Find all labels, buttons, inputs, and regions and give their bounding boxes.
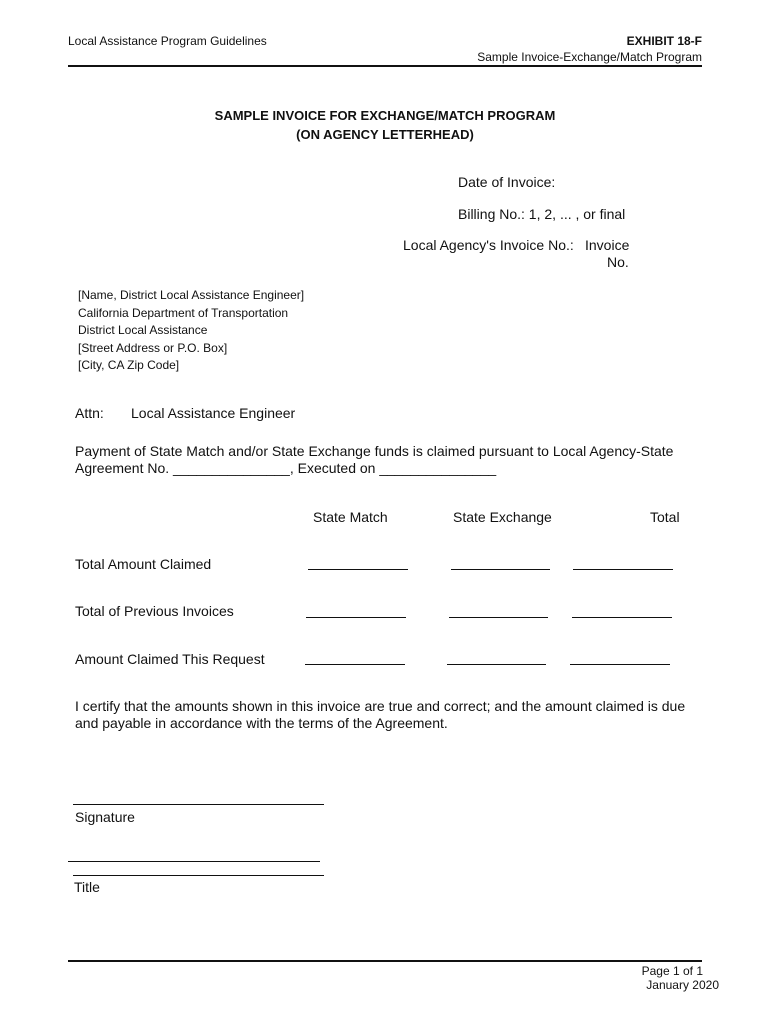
- footer-rule: [68, 960, 702, 962]
- address-line: California Department of Transportation: [78, 306, 289, 320]
- blank-state-exchange: [451, 569, 550, 570]
- column-state-match: State Match: [313, 509, 388, 525]
- certify-paragraph: I certify that the amounts shown in this invoice are true and correct; and the amount claimed is due and payable in accordance with the terms of the Agreement.: [75, 698, 686, 731]
- row-total-amount-claimed: Total Amount Claimed: [75, 556, 212, 572]
- address-line: [Name, District Local Assistance Engineer]: [78, 288, 305, 302]
- column-state-exchange: State Exchange: [453, 509, 552, 525]
- exhibit-subtitle: Sample Invoice-Exchange/Match Program: [477, 50, 702, 64]
- row-amount-this-request: Amount Claimed This Request: [75, 651, 265, 667]
- date-of-invoice: Date of Invoice:: [458, 174, 556, 190]
- address-line: [City, CA Zip Code]: [78, 358, 180, 372]
- blank-state-exchange: [449, 617, 548, 618]
- exhibit-number: EXHIBIT 18-F: [626, 34, 702, 48]
- agency-invoice-value: Invoice: [585, 237, 630, 253]
- title-line: [68, 861, 320, 862]
- signature-line: [73, 804, 324, 805]
- row-total-previous-invoices: Total of Previous Invoices: [75, 603, 234, 619]
- attn-label: Attn:: [75, 405, 104, 421]
- agency-invoice-value-cont: No.: [607, 254, 629, 270]
- blank-state-match: [306, 617, 406, 618]
- footer-date: January 2020: [646, 978, 719, 992]
- billing-number: Billing No.: 1, 2, ... , or final: [458, 206, 626, 222]
- blank-total: [572, 617, 672, 618]
- header-program-name: Local Assistance Program Guidelines: [68, 34, 267, 48]
- document-title: SAMPLE INVOICE FOR EXCHANGE/MATCH PROGRAM: [214, 108, 556, 123]
- page-number: Page 1 of 1: [641, 964, 703, 978]
- document-subtitle: (ON AGENCY LETTERHEAD): [296, 127, 474, 142]
- blank-total: [573, 569, 673, 570]
- payment-paragraph: Payment of State Match and/or State Exchange funds is claimed pursuant to Local Agency-State Agreement No. _______________, Executed on _______________: [75, 443, 674, 476]
- address-line: [Street Address or P.O. Box]: [78, 341, 228, 355]
- blank-state-match: [308, 569, 408, 570]
- column-total: Total: [650, 509, 680, 525]
- blank-state-exchange: [447, 664, 546, 665]
- header-rule: [68, 65, 702, 67]
- signature-label: Signature: [75, 809, 135, 825]
- title-line: [73, 875, 324, 876]
- attn-value: Local Assistance Engineer: [131, 405, 296, 421]
- blank-state-match: [305, 664, 405, 665]
- blank-total: [570, 664, 670, 665]
- address-line: District Local Assistance: [78, 323, 208, 337]
- agency-invoice-label: Local Agency's Invoice No.:: [403, 237, 574, 253]
- title-label: Title: [74, 879, 100, 895]
